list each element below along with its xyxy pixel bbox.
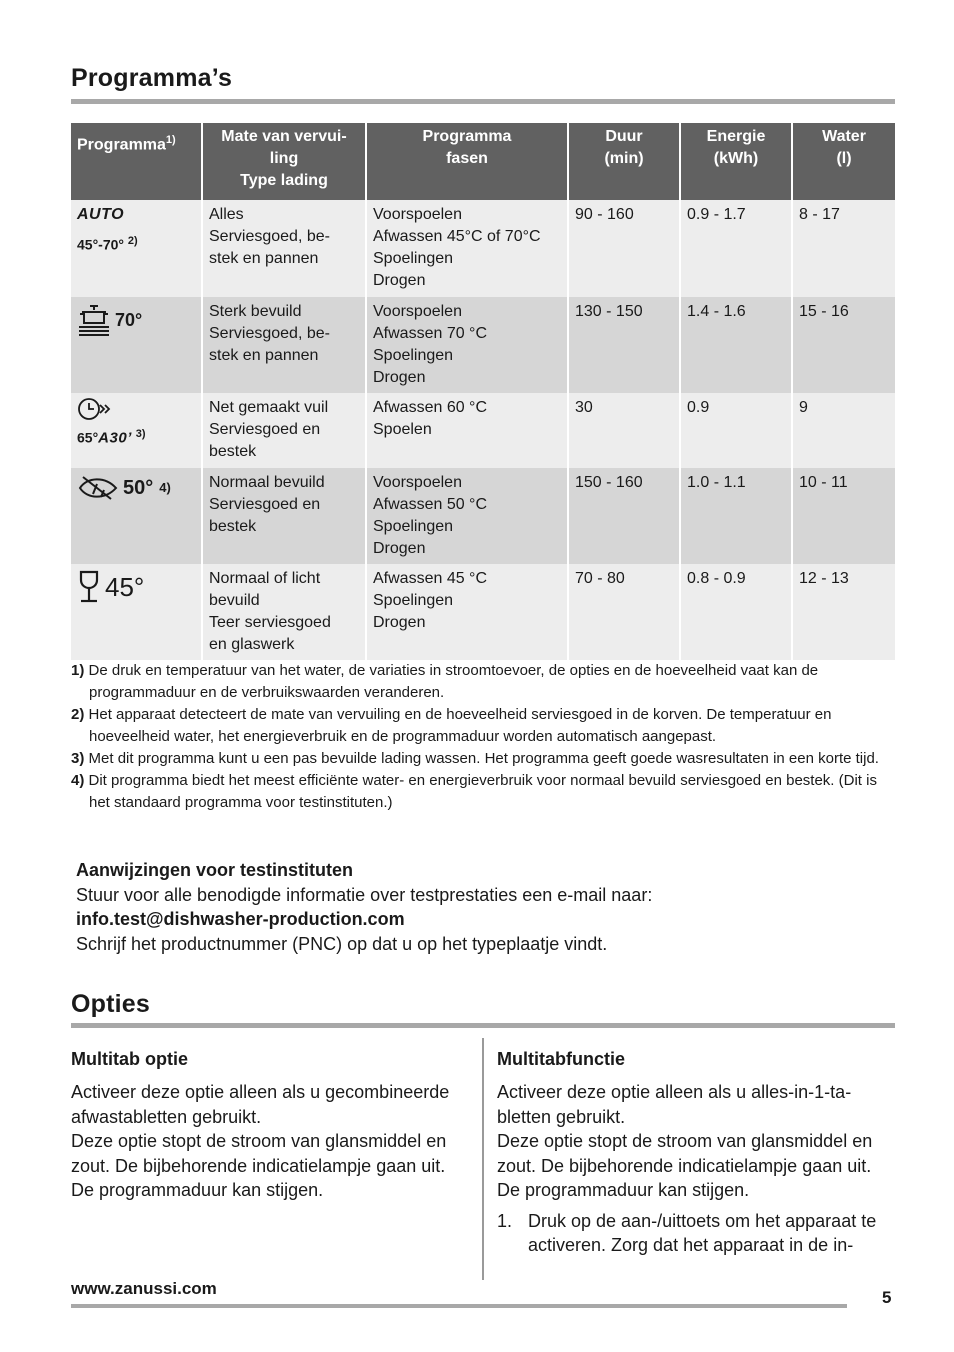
energy-cell: 1.4 - 1.6 (680, 297, 792, 393)
test-institutes-block (76, 858, 896, 956)
paragraph: Activeer deze optie alleen als u alles-in-1-ta-bletten gebruikt. (497, 1082, 852, 1127)
intensive-pot-icon (77, 303, 111, 337)
phases-cell: Voorspoelen Afwassen 50 °C Spoelingen Drogen (366, 468, 568, 564)
footer-rule (71, 1304, 847, 1308)
eco-leaf-icon (77, 474, 119, 502)
duration-cell: 30 (568, 393, 680, 468)
water-cell: 12 - 13 (792, 564, 895, 660)
energy-cell: 0.8 - 0.9 (680, 564, 792, 660)
programs-heading: Programma’s (71, 64, 233, 92)
footnote: 3) Met dit programma kunt u een pas bevuilde lading wassen. Het programma geeft goede wasresultaten in een korte tijd. (71, 750, 879, 767)
multitab-function-heading: Multitabfunctie (497, 1049, 625, 1069)
energy-cell: 1.0 - 1.1 (680, 468, 792, 564)
header-soil-load: Mate van vervui- ling Type lading (202, 123, 366, 200)
header-water: Water (l) (792, 123, 895, 200)
footnote: 4) Dit programma biedt het meest efficiënte water- en energieverbruik voor normaal bevuild serviesgoed en bestek. (Dit is het standaard programma voor testinstituten.) (71, 772, 877, 811)
table-row (71, 297, 895, 393)
column-divider (482, 1038, 484, 1280)
quick-clock-icon (77, 397, 115, 421)
footer-website-link[interactable]: www.zanussi.com (71, 1279, 217, 1298)
water-cell: 9 (792, 393, 895, 468)
footnote: 2) Het apparaat detecteert de mate van vervuiling en de hoeveelheid serviesgoed in de korven. De temperatuur en hoeveelheid water, het energieverbruik en de programmaduur worden automatisch aangepast. (71, 706, 832, 745)
program-cell: AUTO 45°-70° $^{2)}$ (71, 200, 202, 297)
water-cell: 8 - 17 (792, 200, 895, 297)
test-institutes-heading: Aanwijzingen voor testinstituten (76, 860, 354, 880)
energy-cell: 0.9 - 1.7 (680, 200, 792, 297)
test-institutes-email[interactable]: info.test@dishwasher-production.com (76, 909, 405, 929)
test-institutes-line1: Stuur voor alle benodigde informatie over testprestaties een e-mail naar: (76, 884, 653, 905)
load-cell: Alles Serviesgoed, be- stek en pannen (202, 200, 366, 297)
table-row (71, 200, 895, 297)
options-right-column (497, 1046, 895, 1258)
duration-cell: 90 - 160 (568, 200, 680, 297)
water-cell: 15 - 16 (792, 297, 895, 393)
load-cell: Sterk bevuild Serviesgoed, be- stek en pannen (202, 297, 366, 393)
program-cell: 45° (71, 564, 202, 660)
paragraph: Deze optie stopt de stroom van glansmiddel en zout. De bijbehorende indicatielampje gaan uit. (71, 1131, 447, 1176)
program-cell: 70° (71, 297, 202, 393)
header-energy: Energie (kWh) (680, 123, 792, 200)
phases-cell: Voorspoelen Afwassen 45°C of 70°C Spoelingen Drogen (366, 200, 568, 297)
options-left-column (71, 1046, 469, 1203)
phases-cell: Voorspoelen Afwassen 70 °C Spoelingen Drogen (366, 297, 568, 393)
header-program: Programma$^{1)}$ (71, 123, 202, 200)
duration-cell: 130 - 150 (568, 297, 680, 393)
program-cell: 50° 4) (71, 468, 202, 564)
program-cell: 65°A30’ $^{3)}$ (71, 393, 202, 468)
list-item: 1. Druk op de aan-/uittoets om het apparaat te activeren. Zorg dat het apparaat in de in- (497, 1210, 877, 1255)
header-duration: Duur (min) (568, 123, 680, 200)
page-number: 5 (882, 1288, 892, 1307)
load-cell: Normaal of licht bevuild Teer serviesgoed en glaswerk (202, 564, 366, 660)
table-row (71, 468, 895, 564)
multitab-option-heading: Multitab optie (71, 1049, 188, 1069)
programs-table (71, 123, 895, 660)
load-cell: Net gemaakt vuil Serviesgoed en bestek (202, 393, 366, 468)
table-row (71, 564, 895, 660)
glass-icon (77, 570, 101, 604)
energy-cell: 0.9 (680, 393, 792, 468)
duration-cell: 150 - 160 (568, 468, 680, 564)
options-heading-rule (71, 1023, 895, 1028)
paragraph: De programmaduur kan stijgen. (497, 1180, 750, 1200)
paragraph: Deze optie stopt de stroom van glansmiddel en zout. De bijbehorende indicatielampje gaan uit. (497, 1131, 873, 1176)
paragraph: De programmaduur kan stijgen. (71, 1180, 324, 1200)
table-row (71, 393, 895, 468)
duration-cell: 70 - 80 (568, 564, 680, 660)
programs-heading-rule (71, 99, 895, 104)
phases-cell: Afwassen 45 °C Spoelingen Drogen (366, 564, 568, 660)
footnotes (71, 660, 895, 814)
auto-program-label: AUTO (77, 206, 125, 223)
table-header-row (71, 123, 895, 200)
water-cell: 10 - 11 (792, 468, 895, 564)
header-phases: Programma fasen (366, 123, 568, 200)
phases-cell: Afwassen 60 °C Spoelen (366, 393, 568, 468)
paragraph: Activeer deze optie alleen als u gecombineerde afwastabletten gebruikt. (71, 1082, 450, 1127)
footnote: 1) De druk en temperatuur van het water, de variaties in stroomtoevoer, de opties en de hoeveelheid vaat kan de programmaduur en de verbruikswaarden veranderen. (71, 662, 819, 701)
test-institutes-line2: Schrijf het productnummer (PNC) op dat u op het typeplaatje vindt. (76, 933, 608, 954)
options-heading: Opties (71, 990, 150, 1018)
load-cell: Normaal bevuild Serviesgoed en bestek (202, 468, 366, 564)
